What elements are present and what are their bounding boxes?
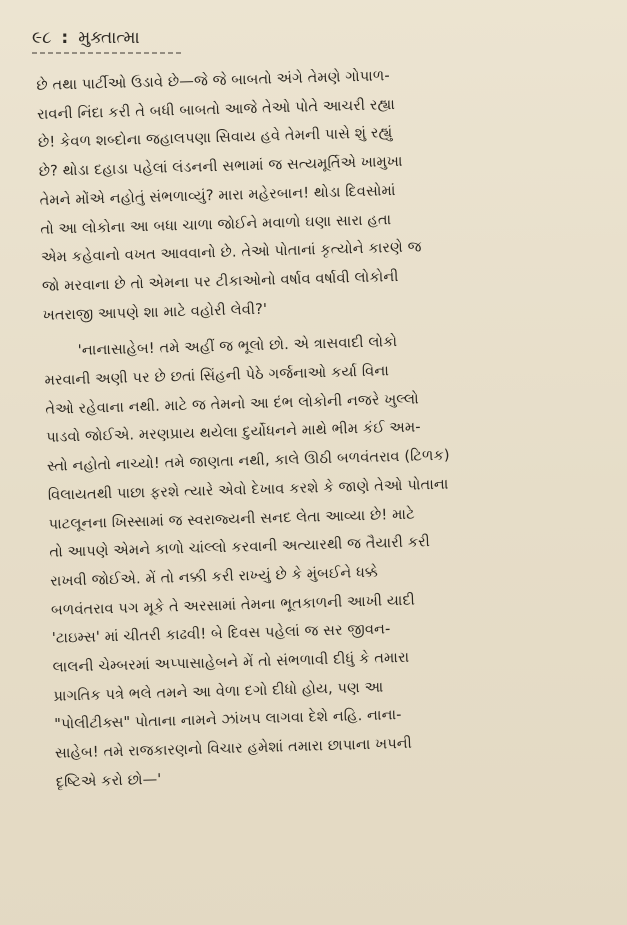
text-line: જો મરવાના છે તો એમના પર ટીકાઓનો વર્ષાવ વર્ષાવી લોકોની xyxy=(41,267,399,295)
text-line: તો આપણે એમને કાળો ચાંલ્લો કરવાની અત્યારથી જ તૈયારી કરી xyxy=(49,533,431,562)
text-line: તેઓ રહેવાના નથી. માટે જ તેમનો આ દંભ લોકોની નજરે ખુલ્લો xyxy=(45,390,420,418)
header-separator: : xyxy=(61,28,69,48)
body-text xyxy=(36,57,593,797)
text-line: રાખવી જોઈએ. મેં તો નક્કી કરી રાખ્યું છે કે મુંબઈને ધક્કે xyxy=(49,563,379,590)
text-line: બળવંતરાવ પગ મૂકે તે અરસામાં તેમના ભૂતકાળની આખી યાદી xyxy=(50,591,416,619)
text-line: તેમને મોંએ નહોતું સંભળાવ્યું? મારા મહેરબાન! થોડા દિવસોમાં xyxy=(39,181,396,209)
text-line: છે! કેવળ શબ્દોના જહાલપણા સિવાય હવે તેમની પાસે શું રહ્યું xyxy=(37,124,393,152)
book-title: મુક્તાત્મા xyxy=(78,28,140,48)
text-line: પાટલૂનના ખિસ્સામાં જ સ્વરાજ્યની સનદ લેતા આવ્યા છે! માટે xyxy=(48,505,415,533)
header-rule xyxy=(32,52,182,54)
paragraph-2 xyxy=(43,323,593,797)
text-line: તો આ લોકોના આ બધા ચાળા જોઈને મવાળો ઘણા સારા હતા xyxy=(40,210,392,238)
paragraph-1 xyxy=(36,57,580,330)
text-line: મરવાની અણી પર છે છતાં સિંહની પેઠે ગર્જનાઓ કર્યા વિના xyxy=(44,362,390,389)
text-line: લાલની ચેમ્બરમાં અપ્પાસાહેબને મેં તો સંભળાવી દીધું કે તમારા xyxy=(52,648,410,676)
text-line: 'ટાઇમ્સ' માં ચીતરી કાઢવી! બે દિવસ પહેલાં જ સર જીવન- xyxy=(51,620,391,648)
text-line: છે તથા પાર્ટીઓ ઉડાવે છે—જે જે બાબતો અંગે તેમણે ગોપાળ- xyxy=(36,67,390,94)
running-header xyxy=(32,28,573,48)
text-line: 'નાનાસાહેબ! તમે અહીં જ ભૂલો છો. એ ત્રાસવાદી લોકો xyxy=(77,333,398,360)
text-line: "પોલીટીક્સ" પોતાના નામને ઝાંખપ લાગવા દેશે નહિ. નાના- xyxy=(53,706,402,734)
text-line: પ્રાગતિક પત્રે ભલે તમને આ વેળા દગો દીધો હોય, પણ આ xyxy=(53,678,384,705)
text-line: વિલાયતથી પાછા ફરશે ત્યારે એવો દેખાવ કરશે કે જાણે તેઓ પોતાના xyxy=(47,475,449,504)
text-line: સાહેબ! તમે રાજકારણનો વિચાર હમેશાં તમારા છાપાના ખપની xyxy=(54,734,413,762)
text-line: ખતરાજી આપણે શા માટે વહોરી લેવી?' xyxy=(42,300,268,324)
text-line: સ્તો નહોતો નાચ્યો! તમે જાણતા નથી, કાલે ઊઠી બળવંતરાવ (ટિળક) xyxy=(46,446,450,475)
text-line: પાડવો જોઈએ. મરણપ્રાય થયેલા દુર્યોધનને માથે ભીમ કંઈ અમ- xyxy=(45,418,421,447)
text-line: છે? થોડા દહાડા પહેલાં લંડનની સભામાં જ સત્યમૂર્તિએ ખામુખા xyxy=(38,152,403,181)
text-line: રાવની નિંદા કરી તે બધી બાબતો આજે તેઓ પોતે આચરી રહ્યા xyxy=(36,95,396,123)
text-line: એમ કહેવાનો વખત આવવાનો છે. તેઓ પોતાનાં કૃત્યોને કારણે જ xyxy=(40,238,422,267)
page-number: ૯૮ xyxy=(32,28,52,48)
text-line: દૃષ્ટિએ કરો છો—' xyxy=(55,770,162,791)
